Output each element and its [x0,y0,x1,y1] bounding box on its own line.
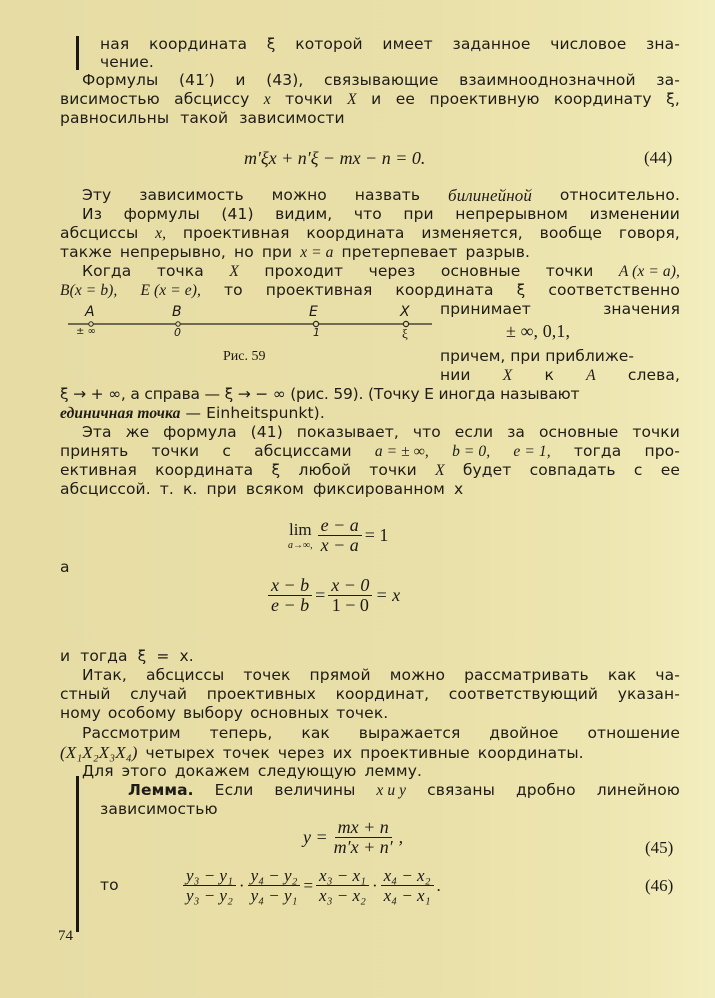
text-line: Из формулы (41) видим, что при непрерывном изменении [82,205,680,223]
point-label-x: X [400,304,410,320]
cross-ratio: (X₁X₂X₃X₄) [60,743,138,762]
figure-caption: Рис. 59 [223,349,266,364]
page-number: 74 [58,928,73,944]
text-line: ξ → + ∞, а справа — ξ → − ∞ (рис. 59). (Точку E иногда называют [60,385,580,403]
point-value-a: ± ∞ [76,326,96,337]
lemma-heading: Лемма. [128,781,194,799]
limit-fraction: $\frac{e - a}{x - a}$ [318,516,362,555]
equation-label-45: (45) [645,838,674,857]
text-line: висимостью абсциссу x точки X и ее проективную координату ξ, [60,90,680,108]
text-line: Итак, абсциссы точек прямой можно рассматривать как ча- [82,666,680,684]
point-value-e: 1 [313,326,320,339]
equation-44: m′ξx + n′ξ − mx − n = 0. [244,148,426,168]
text-line: B(x = b), E (x = e), то проективная координата ξ соответственно [60,281,680,299]
text-line: стный случай проективных координат, соответствующий указан- [60,685,680,703]
figure-59 [60,305,440,365]
text-line: (X₁X₂X₃X₄) четырех точек через их проективные координаты. [60,743,584,762]
text-line: также непрерывно, но при x = a претерпевает разрыв. [60,243,530,261]
text-line: ная координата ξ которой имеет заданное числовое зна- [100,35,680,53]
equation-46: $\frac{\text{y₃ − y₁}}{\text{y₃ − y₂}}$ · $\frac{\text{y₄ − y₂}}{\text{y₄ − y₁}}$ = $\frac{\text{x₃ − x₁}}{\text{x₃ − x₂}}$ · $\frac{\text{x₄ − x₂}}{\text{x₄ − x₁}}$ . [180,866,441,905]
margin-bar-lemma [76,776,79,932]
text-line: ному особому выбору основных точек. [60,704,389,722]
point-value-x: ξ [402,326,408,341]
equation-45: y = $\frac{mx + n}{m'x + n'}$ , [303,817,404,857]
text-line: равносильны такой зависимости [60,109,345,127]
text-line: Рассмотрим теперь, как выражается двойное отношение [82,724,680,742]
equation-label-46: (46) [645,876,674,895]
text-line: принять точки с абсциссами a = ± ∞, b = 0, e = 1, тогда про- [60,442,680,460]
text-line: а [60,558,70,576]
lim-subscript: a→∞, [288,539,313,551]
text-line: единичная точка — Einheitspunkt). [60,404,325,422]
point-label-a: A [85,304,95,320]
point-label-b: B [172,304,182,320]
text-line: Эту зависимость можно назвать билинейной относительно. [82,186,680,205]
text-line: ективная координата ξ любой точки X будет совпадать с ее [60,461,680,479]
equation-label-44: (44) [644,148,673,167]
text-line: чение. [100,53,154,71]
lim-operator: lim [288,519,312,539]
text-line: Для этого докажем следующую лемму. [82,762,422,780]
text-line: нии X к A слева, [440,366,680,384]
text-line: Формулы (41′) и (43), связывающие взаимнооднозначной за- [82,71,680,89]
limit-formula: lim a→∞, $\frac{e - a}{x - a}$ = 1 [288,515,389,555]
lemma-line: Лемма. Если величины x и y связаны дробно линейною [128,781,680,799]
text-line: принимает значения [440,300,680,318]
text-line: и тогда ξ = x. [60,647,194,665]
point-label-e: E [309,304,318,320]
text-line: абсциссой. т. к. при всяком фиксированном x [60,480,464,498]
margin-bar-top [76,36,79,70]
text-line: Эта же формула (41) показывает, что если за основные точки [82,423,680,441]
text-line: причем, при приближе- [440,347,634,365]
text-line: зависимостью [100,800,218,818]
text-line: то [100,876,119,894]
point-value-b: 0 [174,326,181,339]
text-line: Когда точка X проходит через основные точки A (x = a), [82,262,680,280]
ratio-formula: $\frac{x - b}{e - b}$ = $\frac{x - 0}{1 - 0}$ = x [265,576,400,615]
text-line: ± ∞, 0,1, [506,321,571,341]
text-line: абсциссы x, проективная координата изменяется, вообще говоря, [60,224,680,242]
